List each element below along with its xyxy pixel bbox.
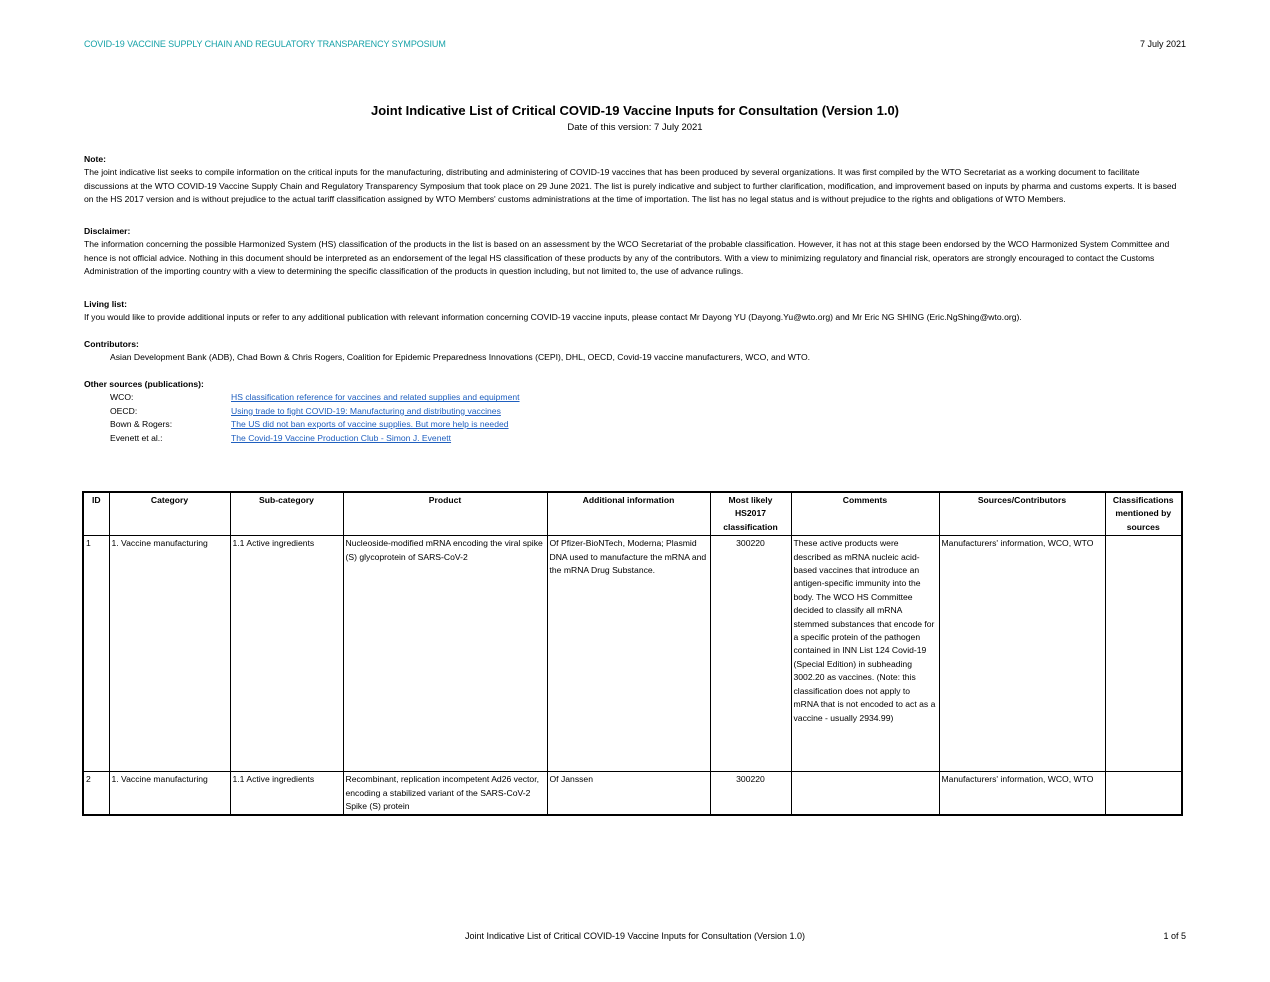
- source-item: [84, 418, 1184, 431]
- col-header-comments: Comments: [791, 492, 939, 536]
- col-header-id: ID: [83, 492, 109, 536]
- col-header-hs-classification: Most likely HS2017 classification: [710, 492, 791, 536]
- cell-id: 2: [83, 772, 109, 816]
- source-name: OECD:: [110, 405, 138, 416]
- cell-product: Nucleoside-modified mRNA encoding the viral spike (S) glycoprotein of SARS-CoV-2: [343, 536, 547, 772]
- table-row: [83, 772, 1182, 816]
- cell-category: 1. Vaccine manufacturing: [109, 536, 230, 772]
- source-item: [84, 405, 1184, 418]
- cell-classifications-by-sources: [1105, 772, 1182, 816]
- inputs-table: [82, 491, 1183, 816]
- note-section: [84, 153, 1184, 207]
- col-header-category: Category: [109, 492, 230, 536]
- disclaimer-heading: Disclaimer:: [84, 226, 131, 236]
- col-header-subcategory: Sub-category: [230, 492, 343, 536]
- source-item: [84, 432, 1184, 445]
- col-header-sources: Sources/Contributors: [939, 492, 1105, 536]
- source-name: WCO:: [110, 392, 134, 403]
- note-heading: Note:: [84, 154, 106, 164]
- sources-heading: Other sources (publications):: [84, 379, 204, 389]
- page-number: 1 of 5: [1163, 931, 1186, 941]
- table-header-row: [83, 492, 1182, 536]
- cell-product: Recombinant, replication incompetent Ad26 vector, encoding a stabilized variant of the SARS-CoV-2 Spike (S) protein: [343, 772, 547, 816]
- contributors-heading: Contributors:: [84, 339, 139, 349]
- source-link[interactable]: The Covid-19 Vaccine Production Club - Simon J. Evenett: [231, 432, 452, 443]
- cell-classifications-by-sources: [1105, 536, 1182, 772]
- cell-hs-classification: 300220: [710, 536, 791, 772]
- disclaimer-section: [84, 225, 1184, 279]
- disclaimer-text: The information concerning the possible Harmonized System (HS) classification of the products in the list is based on an assessment by the WCO Secretariat of the probable classification. However, it has not at this stage been endorsed by the WCO Harmonized System Committee and hence is not official advice. Nothing in this document should be interpreted as an endorsement of the legal HS classification of these products by any of the contributors. With a view to minimizing regulatory and financial risk, operators are strongly encouraged to contact the Customs Administration of the importing country with a view to determining the specific classification of the products in question including, but not limited to, the use of advance rulings.: [84, 239, 1170, 277]
- sources-section: [84, 378, 1184, 445]
- cell-comments: [791, 772, 939, 816]
- cell-sources: Manufacturers' information, WCO, WTO: [939, 772, 1105, 816]
- source-name: Bown & Rogers:: [110, 419, 173, 430]
- footer-title: Joint Indicative List of Critical COVID-19 Vaccine Inputs for Consultation (Version 1.0): [465, 931, 805, 941]
- document-title: Joint Indicative List of Critical COVID-19 Vaccine Inputs for Consultation (Version 1.0): [370, 103, 900, 118]
- contributors-section: [84, 338, 1184, 365]
- cell-sources: Manufacturers' information, WCO, WTO: [939, 536, 1105, 772]
- cell-comments: These active products were described as mRNA nucleic acid-based vaccines that introduce an antigen-specific immunity into the body. The WCO HS Committee decided to classify all mRNA stemmed substances that encode for a specific protein of the pathogen contained in INN List 124 Covid-19 (Special Edition) in subheading 3002.20 as vaccines. (Note: this classification does not apply to mRNA that is not encoded to act as a vaccine - usually 2934.99): [791, 536, 939, 772]
- header-symposium: COVID-19 VACCINE SUPPLY CHAIN AND REGULATORY TRANSPARENCY SYMPOSIUM: [84, 39, 446, 49]
- living-list-section: [84, 298, 1184, 325]
- source-name: Evenett et al.:: [110, 432, 163, 443]
- source-link[interactable]: The US did not ban exports of vaccine supplies. But more help is needed: [231, 419, 509, 430]
- cell-subcategory: 1.1 Active ingredients: [230, 772, 343, 816]
- cell-additional-info: Of Pfizer-BioNTech, Moderna; Plasmid DNA used to manufacture the mRNA and the mRNA Drug Substance.: [547, 536, 710, 772]
- header-date: 7 July 2021: [1139, 39, 1186, 49]
- source-link[interactable]: HS classification reference for vaccines and related supplies and equipment: [231, 392, 520, 403]
- col-header-additional-info: Additional information: [547, 492, 710, 536]
- col-header-product: Product: [343, 492, 547, 536]
- living-list-heading: Living list:: [84, 299, 127, 309]
- note-text: The joint indicative list seeks to compile information on the critical inputs for the manufacturing, distributing and administering of COVID-19 vaccines that has been produced by several organizations. It was first compiled by the WTO Secretariat as a working document to facilitate discussions at the WTO COVID-19 Vaccine Supply Chain and Regulatory Transparency Symposium that took place on 29 June 2021. The list is purely indicative and subject to further clarification, modification, and improvement based on inputs by pharma and customs experts. It is based on the HS 2017 version and is without prejudice to the actual tariff classification assigned by WTO Members' customs administrations at the time of importation. The list has no legal status and is without prejudice to the rights and obligations of WTO Members.: [84, 167, 1177, 205]
- cell-subcategory: 1.1 Active ingredients: [230, 536, 343, 772]
- source-link[interactable]: Using trade to fight COVID-19: Manufacturing and distributing vaccines: [231, 405, 501, 416]
- cell-hs-classification: 300220: [710, 772, 791, 816]
- document-subtitle: Date of this version: 7 July 2021: [567, 122, 703, 133]
- cell-category: 1. Vaccine manufacturing: [109, 772, 230, 816]
- cell-id: 1: [83, 536, 109, 772]
- table-row: [83, 536, 1182, 772]
- living-list-text: If you would like to provide additional inputs or refer to any additional publication with relevant information concerning COVID-19 vaccine inputs, please contact Mr Dayong YU (Dayong.Yu@wto.org) and Mr Eric NG SHING (Eric.NgShing@wto.org).: [84, 312, 1022, 323]
- col-header-classifications-by-sources: Classifications mentioned by sources: [1105, 492, 1182, 536]
- source-item: [84, 391, 1184, 404]
- cell-additional-info: Of Janssen: [547, 772, 710, 816]
- contributors-text: Asian Development Bank (ADB), Chad Bown & Chris Rogers, Coalition for Epidemic Preparedness Innovations (CEPI), DHL, OECD, Covid-19 vaccine manufacturers, WCO, and WTO.: [110, 352, 811, 363]
